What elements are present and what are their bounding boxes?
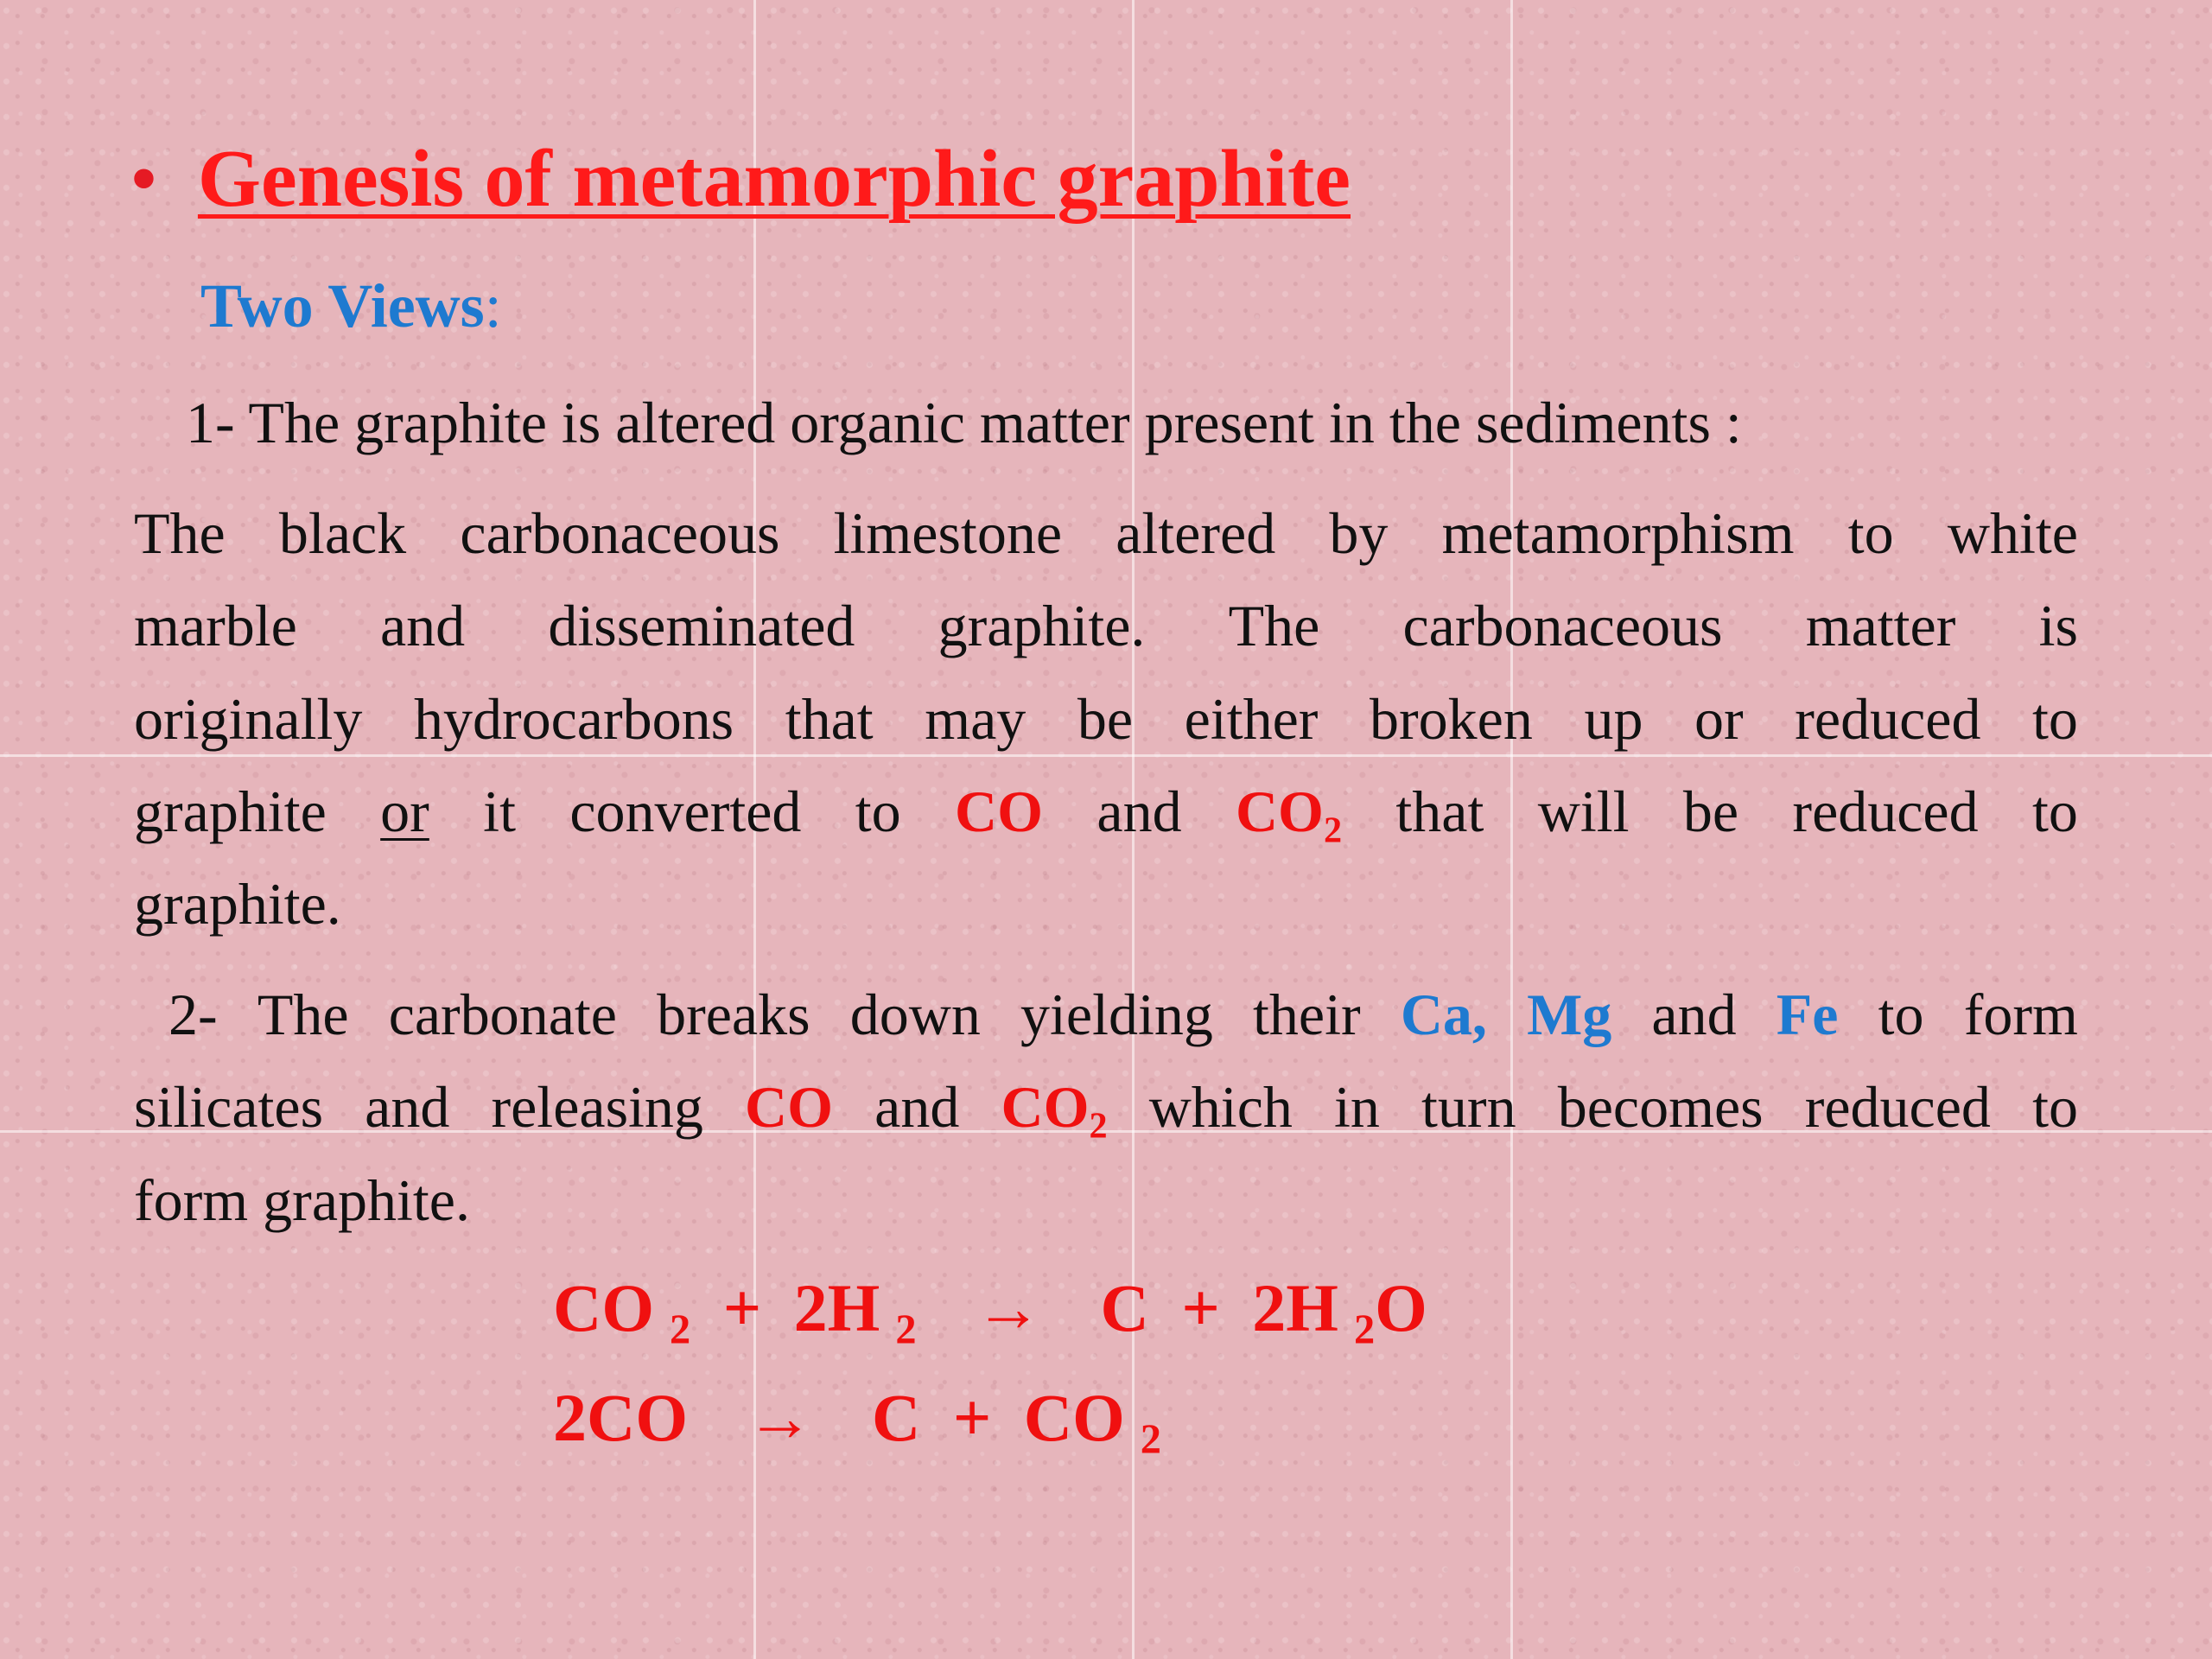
word: hydrocarbons bbox=[413, 686, 734, 752]
element-ca: Ca, bbox=[1400, 982, 1487, 1047]
word: down bbox=[849, 982, 981, 1047]
word: and bbox=[1096, 779, 1182, 844]
word: and bbox=[379, 593, 466, 658]
formula-co: CO bbox=[745, 1074, 834, 1140]
word: their bbox=[1253, 982, 1361, 1047]
word: disseminated bbox=[548, 593, 855, 658]
heading-title: Genesis of metamorphic graphite bbox=[197, 134, 1351, 224]
word: The bbox=[257, 982, 349, 1047]
word: which bbox=[1148, 1074, 1293, 1140]
equation-1 bbox=[553, 1270, 1459, 1353]
word: altered bbox=[1116, 500, 1276, 566]
arrow-icon: → bbox=[746, 1380, 814, 1455]
views-label bbox=[200, 271, 502, 340]
word: and bbox=[1651, 982, 1737, 1047]
eq1-h2: 2H $_2$ bbox=[793, 1270, 917, 1353]
word: carbonaceous bbox=[1402, 593, 1723, 658]
formula-co2: $CO_2$ bbox=[1001, 1074, 1108, 1147]
word: metamorphism bbox=[1441, 500, 1795, 566]
eq2-co: 2CO bbox=[553, 1380, 688, 1455]
word: marble bbox=[134, 593, 297, 658]
word: graphite. bbox=[938, 593, 1146, 658]
bullet-icon: • bbox=[130, 134, 158, 224]
word: be bbox=[1077, 686, 1134, 752]
word: black bbox=[278, 500, 407, 566]
word: that bbox=[785, 686, 874, 752]
word: white bbox=[1947, 500, 2078, 566]
word: The bbox=[1228, 593, 1320, 658]
word: becomes bbox=[1557, 1074, 1764, 1140]
word: broken bbox=[1370, 686, 1533, 752]
view2-line2 bbox=[134, 1074, 2078, 1147]
word: and bbox=[874, 1074, 960, 1140]
arrow-icon: → bbox=[975, 1270, 1042, 1345]
underlined-or: or bbox=[380, 779, 429, 844]
para1-line1 bbox=[134, 500, 2078, 566]
eq2-co2: CO $_2$ bbox=[1023, 1380, 1161, 1463]
element-mg: Mg bbox=[1527, 982, 1612, 1047]
eq1-co2: CO $_2$ bbox=[553, 1270, 691, 1353]
word: is bbox=[2038, 593, 2078, 658]
word: to bbox=[2032, 686, 2078, 752]
word: or bbox=[1694, 686, 1744, 752]
word: limestone bbox=[833, 500, 1063, 566]
word: 2- bbox=[168, 982, 218, 1047]
word: to bbox=[2031, 779, 2078, 844]
word: breaks bbox=[657, 982, 810, 1047]
word: originally bbox=[134, 686, 363, 752]
word: by bbox=[1329, 500, 1389, 566]
word: reduced bbox=[1792, 779, 1979, 844]
word: may bbox=[925, 686, 1027, 752]
word: yielding bbox=[1020, 982, 1213, 1047]
word: releasing bbox=[491, 1074, 703, 1140]
view2-line3: form graphite. bbox=[134, 1167, 470, 1233]
word: graphite bbox=[134, 779, 327, 844]
views-colon: : bbox=[484, 271, 502, 340]
word: carbonate bbox=[388, 982, 617, 1047]
para1-line2 bbox=[134, 593, 2078, 658]
word: reduced bbox=[1804, 1074, 1991, 1140]
word: converted bbox=[569, 779, 802, 844]
word: to bbox=[2032, 1074, 2078, 1140]
word: reduced bbox=[1795, 686, 1981, 752]
word: form bbox=[1963, 982, 2078, 1047]
eq2-c: C bbox=[872, 1380, 921, 1455]
word: that bbox=[1395, 779, 1484, 844]
word: to bbox=[855, 779, 901, 844]
word: will bbox=[1537, 779, 1630, 844]
word: be bbox=[1682, 779, 1739, 844]
word: and bbox=[365, 1074, 450, 1140]
views-label-text: Two Views bbox=[200, 271, 485, 340]
para1-line4 bbox=[134, 779, 2078, 851]
eq1-plus: + bbox=[1181, 1270, 1220, 1345]
word: to bbox=[1847, 500, 1894, 566]
word: in bbox=[1334, 1074, 1380, 1140]
formula-co: CO bbox=[955, 779, 1044, 844]
word: up bbox=[1584, 686, 1643, 752]
word: it bbox=[483, 779, 516, 844]
formula-co2: $CO_2$ bbox=[1235, 779, 1343, 851]
word: matter bbox=[1805, 593, 1956, 658]
view1-title: 1- The graphite is altered organic matter present in the sediments : bbox=[186, 390, 1742, 455]
eq1-plus: + bbox=[722, 1270, 762, 1345]
equation-2 bbox=[553, 1380, 1177, 1463]
word: silicates bbox=[134, 1074, 324, 1140]
view2-line1 bbox=[168, 982, 2078, 1047]
para1-line5: graphite. bbox=[134, 871, 341, 937]
tile-divider bbox=[0, 754, 2212, 757]
word: carbonaceous bbox=[460, 500, 780, 566]
slide-heading bbox=[130, 134, 1351, 224]
para1-line3 bbox=[134, 686, 2078, 752]
eq2-plus: + bbox=[952, 1380, 992, 1455]
word: The bbox=[134, 500, 226, 566]
eq1-h2o: 2H $_2$O bbox=[1252, 1270, 1427, 1353]
word: turn bbox=[1421, 1074, 1516, 1140]
element-fe: Fe bbox=[1776, 982, 1839, 1047]
word: either bbox=[1184, 686, 1319, 752]
eq1-c: C bbox=[1100, 1270, 1149, 1345]
word: to bbox=[1878, 982, 1924, 1047]
